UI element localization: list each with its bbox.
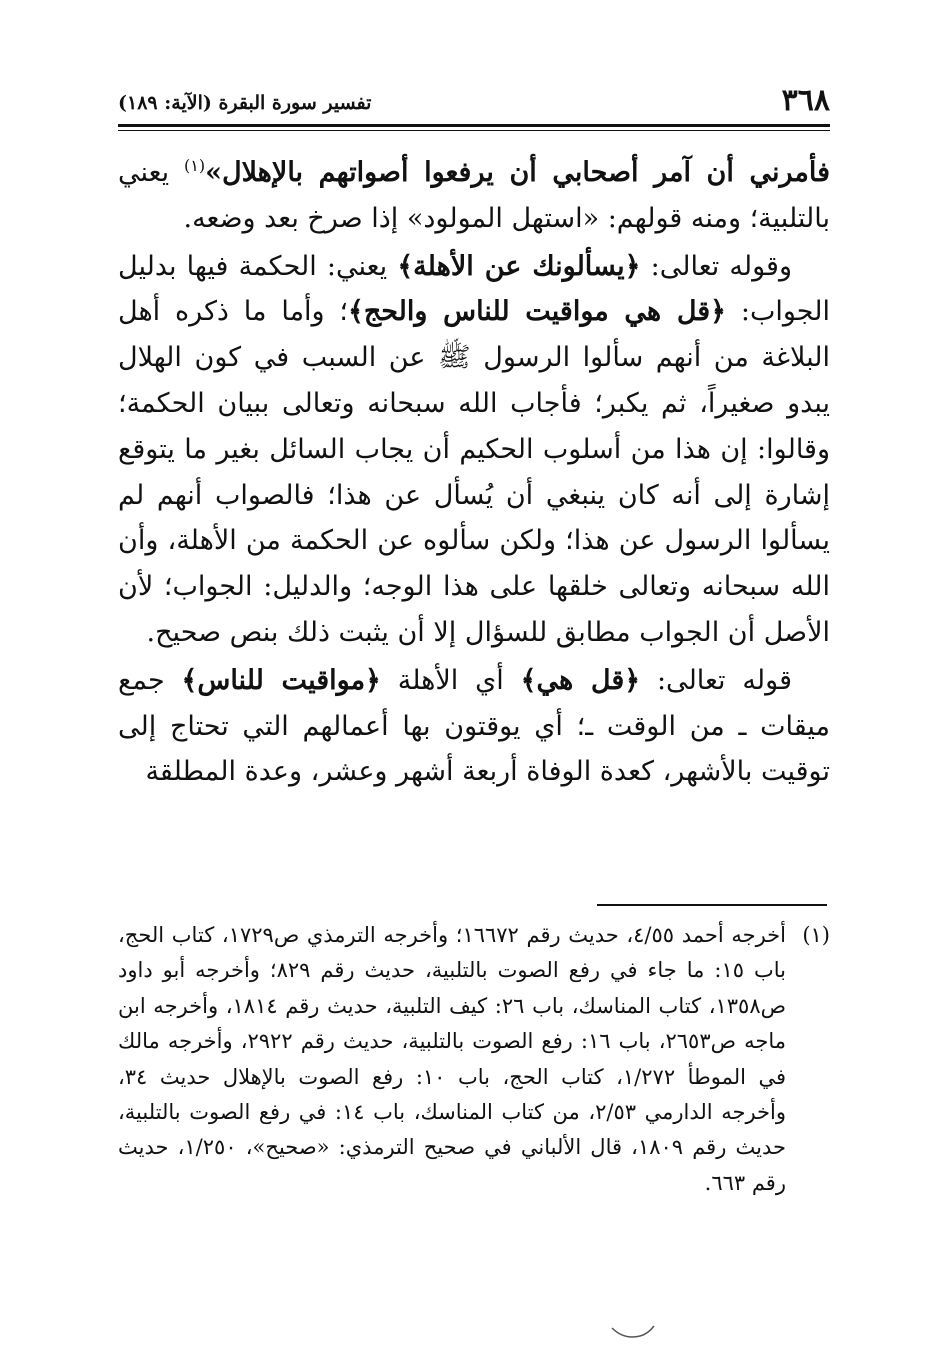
running-head: تفسير سورة البقرة (الآية: ١٨٩) xyxy=(118,92,372,114)
footnote-1 xyxy=(118,918,830,1201)
page-number: ٣٦٨ xyxy=(781,83,830,118)
paragraph-text: قوله تعالى: xyxy=(640,664,792,696)
quran-verse: ﴿مواقيت للناس﴾ xyxy=(181,664,381,696)
hadith-quote: فأمرني أن آمر أصحابي أن يرفعوا أصواتهم بالإهلال» xyxy=(205,157,831,188)
footnote-number: (١) xyxy=(802,923,830,947)
paragraph-1 xyxy=(118,150,830,242)
paragraph-text: جمع ميقات ـ من الوقت ـ؛ أي يوقتون بها أعمالهم التي تحتاج إلى توقيت بالأشهر، كعدة الوفاة أربعة أشهر وعشر، وعدة المطلقة xyxy=(118,664,830,788)
footnote-reference[interactable]: (١) xyxy=(183,156,206,175)
quran-verse: ﴿يسألونك عن الأهلة﴾ xyxy=(397,250,641,282)
paragraph-2 xyxy=(118,244,830,656)
paragraph-text: يعني: الحكمة فيها بدليل الجواب: xyxy=(118,250,830,328)
paragraph-text: أي الأهلة xyxy=(380,664,521,696)
main-text xyxy=(118,150,830,795)
scan-artifact-mark xyxy=(610,1322,656,1342)
header-rule-thick xyxy=(118,124,830,127)
paragraph-text: يعني بالتلبية؛ ومنه قولهم: «استهل المولود» إذا صرخ بعد وضعه. xyxy=(118,157,830,234)
quran-verse: ﴿قل هي﴾ xyxy=(520,664,641,696)
quran-verse: ﴿قل هي مواقيت للناس والحج﴾ xyxy=(348,296,726,328)
paragraph-3 xyxy=(118,658,830,795)
footnotes xyxy=(118,918,830,1201)
paragraph-text: ؛ وأما ما ذكره أهل البلاغة من أنهم سألوا الرسول ﷺ عن السبب في كون الهلال يبدو صغيراً، ثم يكبر؛ فأجاب الله سبحانه وتعالى ببيان الحكمة؛ وقالوا: إن هذا من أسلوب الحكيم أن يجاب السائل بغير ما يتوقع إشارة إلى أنه كان ينبغي أن يُسأل عن هذا؛ فالصواب أنهم لم يسألوا الرسول عن هذا؛ ولكن سألوه عن الحكمة من الأهلة، وأن الله سبحانه وتعالى خلقها على هذا الوجه؛ والدليل: الجواب؛ لأن الأصل أن الجواب مطابق للسؤال إلا أن يثبت ذلك بنص صحيح. xyxy=(118,296,830,648)
footnote-text: أخرجه أحمد ٤/٥٥، حديث رقم ١٦٦٧٢؛ وأخرجه الترمذي ص١٧٢٩، كتاب الحج، باب ١٥: ما جاء في رفع الصوت بالتلبية، حديث رقم ٨٢٩؛ وأخرجه أبو داود ص١٣٥٨، كتاب المناسك، باب ٢٦: كيف التلبية، حديث رقم ١٨١٤، وأخرجه ابن ماجه ص٢٦٥٣، باب ١٦: رفع الصوت بالتلبية، حديث رقم ٢٩٢٢، وأخرجه مالك في الموطأ ١/٢٧٢، كتاب الحج، باب ١٠: رفع الصوت بالإهلال حديث ٣٤، وأخرجه الدارمي ٢/٥٣، من كتاب المناسك، باب ١٤: في رفع الصوت بالتلبية، حديث رقم ١٨٠٩، قال الألباني في صحيح الترمذي: «صحيح»، ١/٢٥٠، حديث رقم ٦٦٣. xyxy=(118,923,786,1195)
paragraph-text: وقوله تعالى: xyxy=(640,250,792,282)
header-rule-thin xyxy=(118,130,830,131)
page-header xyxy=(118,84,830,118)
footnote-separator xyxy=(597,904,827,906)
